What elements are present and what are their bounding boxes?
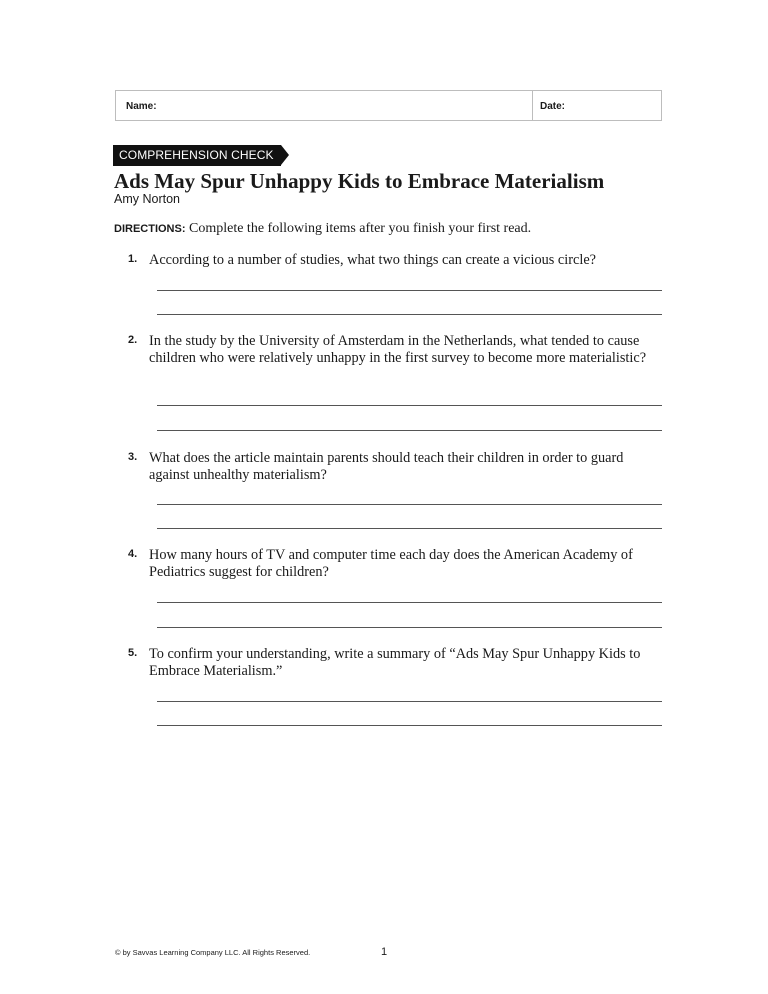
answer-line[interactable] <box>157 701 662 702</box>
date-label: Date: <box>540 101 566 112</box>
name-field[interactable] <box>116 91 533 120</box>
name-label: Name: <box>126 101 157 112</box>
answer-line[interactable] <box>157 504 662 505</box>
question-text: What does the article maintain parents should teach their children in order to guard against unhealthy materialism? <box>149 450 624 483</box>
answer-line[interactable] <box>157 405 662 406</box>
name-date-box <box>115 90 662 121</box>
date-field[interactable] <box>533 91 661 120</box>
question-text: In the study by the University of Amsterdam in the Netherlands, what tended to cause children who were relatively unhappy in the first survey to become more materialistic? <box>149 333 647 366</box>
answer-line[interactable] <box>157 290 662 291</box>
question-number: 3. <box>128 451 138 463</box>
question-text: How many hours of TV and computer time each day does the American Academy of Pediatrics suggest for children? <box>149 547 633 580</box>
question-text: According to a number of studies, what two things can create a vicious circle? <box>149 252 597 268</box>
directions <box>114 221 531 237</box>
answer-line[interactable] <box>157 627 662 628</box>
directions-label: DIRECTIONS: <box>114 223 186 235</box>
comprehension-check-banner: COMPREHENSION CHECK <box>113 145 281 166</box>
author: Amy Norton <box>114 192 180 206</box>
directions-text: Complete the following items after you finish your first read. <box>189 221 532 236</box>
page-title: Ads May Spur Unhappy Kids to Embrace Materialism <box>114 169 605 193</box>
answer-line[interactable] <box>157 725 662 726</box>
question-number: 1. <box>128 253 138 265</box>
question-number: 5. <box>128 647 138 659</box>
copyright-footer: © by Savvas Learning Company LLC. All Rights Reserved. <box>115 948 311 957</box>
answer-line[interactable] <box>157 602 662 603</box>
answer-line[interactable] <box>157 314 662 315</box>
question-text: To confirm your understanding, write a summary of “Ads May Spur Unhappy Kids to Embrace Materialism.” <box>149 646 641 679</box>
question-number: 4. <box>128 548 138 560</box>
question-number: 2. <box>128 334 138 346</box>
page-number: 1 <box>381 946 388 958</box>
answer-line[interactable] <box>157 528 662 529</box>
answer-line[interactable] <box>157 430 662 431</box>
